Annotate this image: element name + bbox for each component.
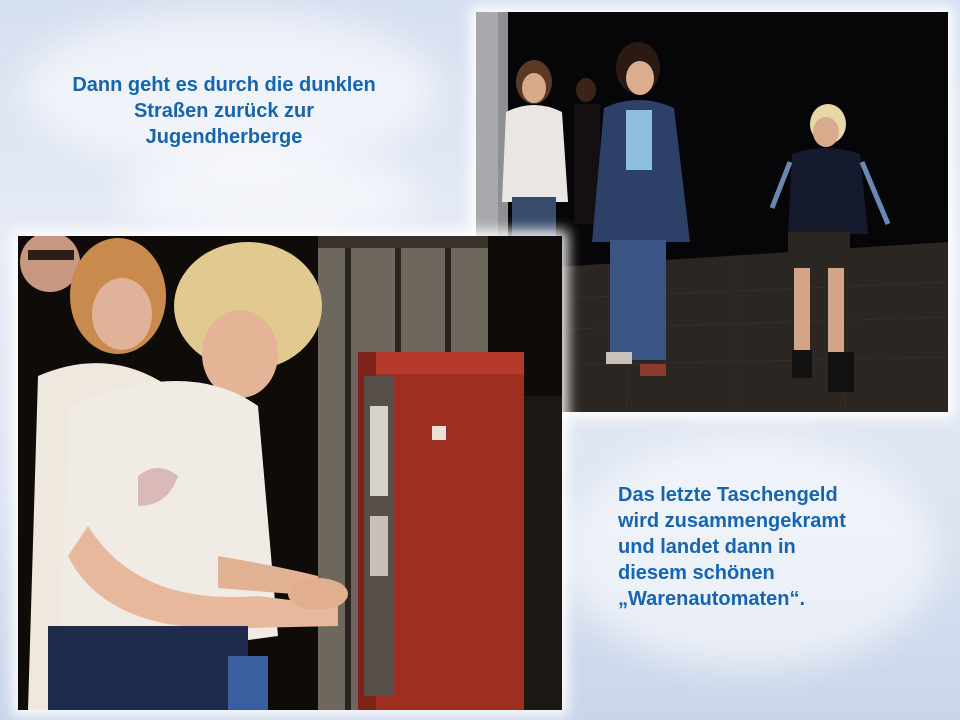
- caption-line: „Warenautomaten“.: [618, 588, 806, 610]
- caption-line: Das letzte Taschengeld: [618, 484, 838, 506]
- caption-line: diesem schönen: [618, 562, 775, 584]
- caption-vending-machine: [618, 482, 938, 612]
- caption-line: und landet dann in: [618, 536, 796, 558]
- cloud-decoration: [120, 150, 420, 240]
- caption-line: Straßen zurück zur: [133, 100, 315, 122]
- caption-line: Dann geht es durch die dunklen: [72, 74, 376, 96]
- caption-line: Jugendherberge: [145, 126, 303, 148]
- vending-machine-illustration: [18, 236, 562, 710]
- photo-vending-machine: [18, 236, 562, 710]
- caption-night-walk: [24, 72, 424, 150]
- caption-line: wird zusammengekramt: [618, 510, 846, 532]
